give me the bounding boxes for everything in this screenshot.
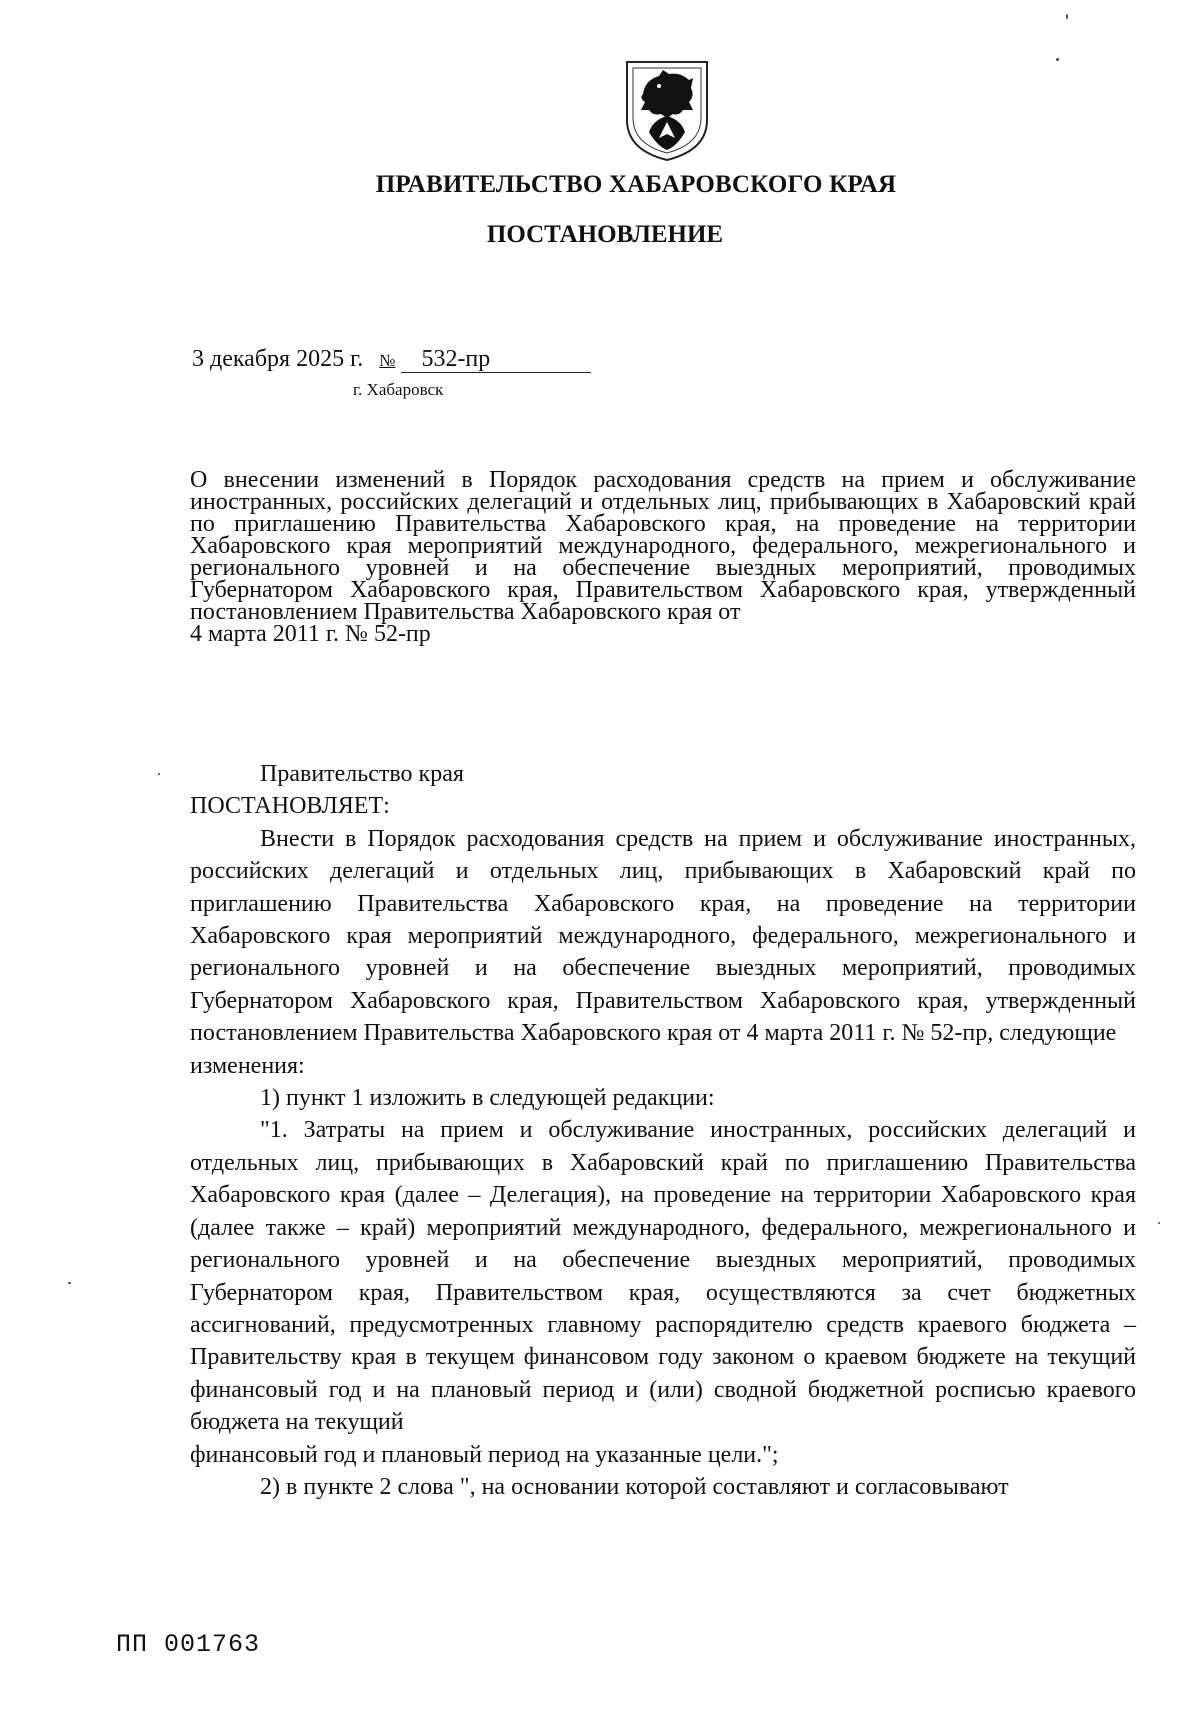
intro-paragraph: Внести в Порядок расходования средств на прием и обслуживание иностранных, российских делегаций и отдельных лиц, прибывающих в Хабаровский край по приглашению Правительства Хабаровского края, на проведение на территории Хабаровского края мероприятий международного, федерального, межрегионального и регионального уровней и на обеспечение выездных мероприятий, проводимых Губернатором Хабаровского края, Правительством Хабаровского края, утвержденный постановлением Правительства Хабаровского края от 4 марта 2011 г. № 52-пр, следующие — [190, 825, 1136, 1047]
document-header — [0, 168, 1200, 252]
footer-serial-code: ПП 001763 — [116, 1630, 261, 1659]
scan-speck — [1158, 1222, 1160, 1224]
scan-speck — [158, 773, 160, 775]
document-subject — [190, 469, 1136, 645]
scan-speck — [68, 1282, 71, 1284]
item-1-text: "1. Затраты на прием и обслуживание иностранных, российских делегаций и отдельных лиц, прибывающих в Хабаровский край по приглашению Правительства Хабаровского края (далее – Делегация), на проведение на территории Хабаровского края (далее также – край) мероприятий международного, федерального, межрегионального и регионального уровней и на обеспечение выездных мероприятий, проводимых Губернатором края, Правительством края, осуществляются за счет бюджетных ассигнований, предусмотренных главному распорядителю средств краевого бюджета – Правительству края в текущем финансовом году законом о краевом бюджете на текущий финансовый год и на плановый период и (или) сводной бюджетной росписью краевого бюджета на текущий — [190, 1117, 1136, 1436]
document-number: 532-пр — [401, 346, 591, 373]
city-name: г. Хабаровск — [353, 380, 444, 399]
document-body — [190, 758, 1136, 1503]
intro-end: изменения: — [190, 1052, 305, 1079]
item-1-end: финансовый год и плановый период на указанные цели."; — [190, 1441, 779, 1468]
date-number-line — [192, 346, 591, 373]
scan-speck — [1056, 58, 1059, 61]
government-title: ПРАВИТЕЛЬСТВО ХАБАРОВСКОГО КРАЯ — [375, 171, 897, 198]
scan-speck — [1066, 14, 1068, 19]
document-date: 3 декабря 2025 г. — [192, 346, 364, 372]
subject-text: О внесении изменений в Порядок расходования средств на прием и обслуживание иностранных, российских делегаций и отдельных лиц, прибывающих в Хабаровский край по приглашению Правительства Хабаровского края, на проведение на территории Хабаровского края мероприятий международного, федерального, межрегионального и регионального уровней и на обеспечение выездных мероприятий, проводимых Губернатором Хабаровского края, Правительством Хабаровского края, утвержденный постановлением Правительства Хабаровского края от — [190, 467, 1136, 625]
coat-of-arms-icon — [623, 58, 711, 164]
government-line: Правительство края — [260, 761, 464, 787]
resolves-line: ПОСТАНОВЛЯЕТ: — [190, 793, 390, 820]
number-sign: № — [379, 351, 396, 370]
item-2-text: 2) в пункте 2 слова ", на основании которой составляют и согласовывают — [260, 1473, 1009, 1500]
subject-last-line: 4 марта 2011 г. № 52-пр — [190, 621, 431, 647]
item-1-heading: 1) пункт 1 изложить в следующей редакции: — [260, 1085, 715, 1112]
document-type-title: ПОСТАНОВЛЕНИЕ — [486, 221, 724, 248]
